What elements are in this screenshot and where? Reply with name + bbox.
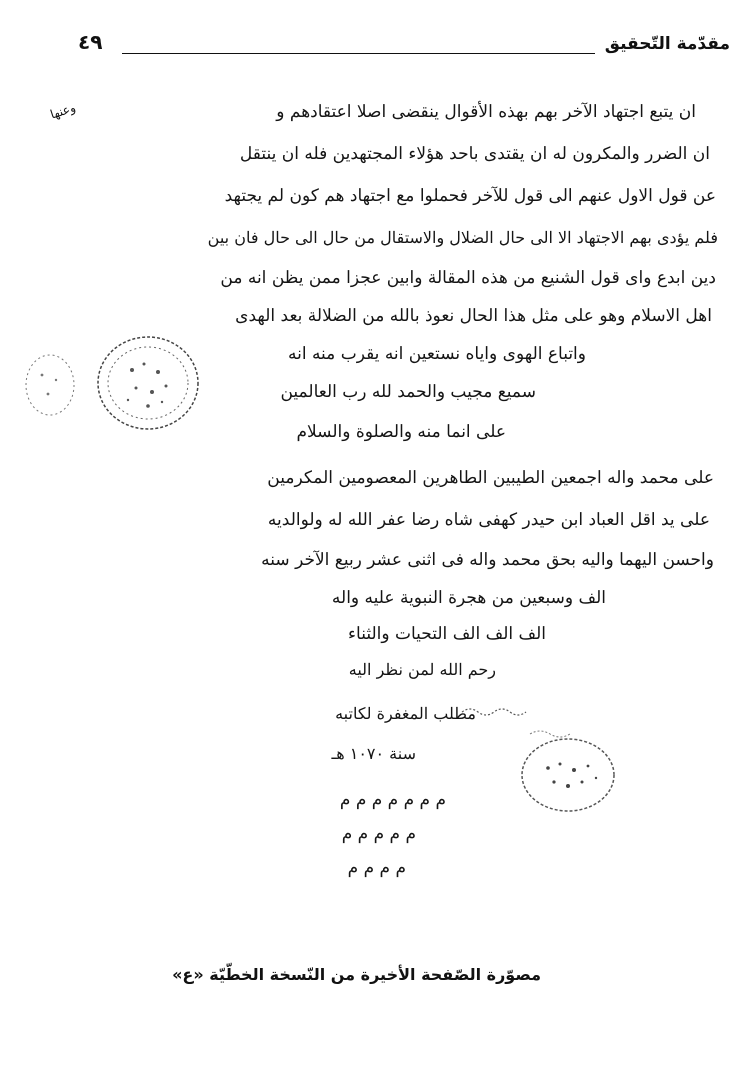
margin-note: وعنها: [48, 100, 78, 122]
page-number: ٤٩: [78, 30, 103, 54]
manuscript-line: فلم يؤدى بهم الاجتهاد الا الى حال الضلال والاستقال من حال الى حال فان بين: [207, 228, 718, 247]
manuscript-line: مطلب المغفرة لكاتبه: [335, 704, 476, 723]
seal-stamp-right: [510, 720, 630, 820]
figure-caption: مصوّرة الصّفحة الأخيرة من النّسخة الخطّيّة «ع»: [172, 965, 541, 984]
page-header: [78, 22, 730, 62]
manuscript-line: عن قول الاول عنهم الى قول للآخر فحملوا مع اجتهاد هم كون لم يجتهد: [224, 186, 716, 206]
seal-stamp-small: [20, 350, 80, 420]
manuscript-line: على يد اقل العباد ابن حيدر كهفى شاه رضا عفر الله له ولوالديه: [267, 510, 710, 530]
manuscript-line: دين ابدع واى قول الشنيع من هذه المقالة وابين عجزا ممن يظن انه من: [220, 268, 716, 288]
manuscript-line: واتباع الهوى واياه نستعين انه يقرب منه انه: [287, 344, 586, 364]
manuscript-line: م م م م م: [341, 824, 416, 844]
manuscript-line: على انما منه والصلوة والسلام: [296, 422, 506, 442]
manuscript-line: واحسن اليهما واليه بحق محمد واله فى اثنى عشر ربيع الآخر سنه: [261, 550, 714, 570]
header-title: مقدّمة التّحقيق: [604, 34, 730, 54]
manuscript-line: اهل الاسلام وهو على مثل هذا الحال نعوذ بالله من الضلالة بعد الهدى: [235, 306, 712, 326]
manuscript-line: رحم الله لمن نظر اليه: [348, 660, 496, 679]
manuscript-line: سميع مجيب والحمد لله رب العالمين: [280, 382, 536, 402]
manuscript-line: م م م م م م م: [339, 790, 446, 810]
seal-stamp-left: [92, 330, 204, 436]
manuscript-line: ان الضرر والمكرون له ان يقتدى باحد هؤلاء المجتهدين فله ان ينتقل: [239, 144, 710, 164]
ink-marks: [460, 700, 540, 720]
manuscript-line: على محمد واله اجمعين الطيبين الطاهرين المعصومين المكرمين: [267, 468, 714, 488]
manuscript-line: الف وسبعين من هجرة النبوية عليه واله: [331, 588, 606, 608]
manuscript-line: الف الف الف التحيات والثناء: [348, 624, 546, 644]
header-rule: [122, 53, 595, 54]
manuscript-scan: [20, 80, 736, 910]
manuscript-line: م م م م: [347, 858, 406, 878]
manuscript-line: ان يتبع اجتهاد الآخر بهم بهذه الأقوال ينقضى اصلا اعتقادهم و: [276, 102, 696, 122]
manuscript-line: سنة ١٠٧٠ هـ: [331, 744, 416, 763]
